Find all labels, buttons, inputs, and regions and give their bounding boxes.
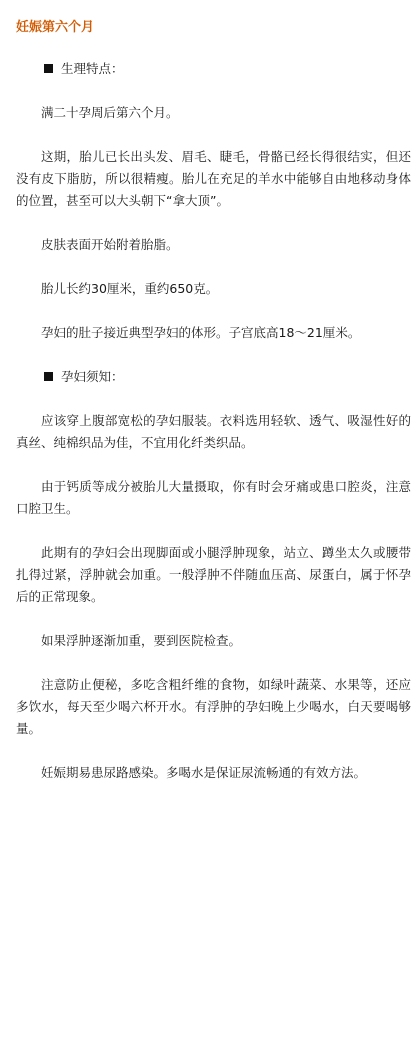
square-bullet-icon: [44, 372, 53, 381]
paragraph: 胎儿长约30厘米，重约650克。: [41, 281, 219, 296]
paragraph: 此期有的孕妇会出现脚面或小腿浮肿现象，站立、蹲坐太久或腰带扎得过紧，浮肿就会加重。一般浮肿不伴随血压高、尿蛋白，属于怀孕后的正常现象。: [16, 545, 411, 604]
paragraph: 孕妇的肚子接近典型孕妇的体形。子宫底高18～21厘米。: [41, 325, 361, 340]
paragraph: 皮肤表面开始附着胎脂。: [41, 237, 179, 252]
paragraph: 应该穿上腹部宽松的孕妇服装。衣料选用轻软、透气、吸湿性好的真丝、纯棉织品为佳，不宜用化纤类织品。: [16, 413, 411, 450]
paragraph: 妊娠期易患尿路感染。多喝水是保证尿流畅通的有效方法。: [41, 765, 367, 780]
paragraph: 由于钙质等成分被胎儿大量摄取，你有时会牙痛或患口腔炎，注意口腔卫生。: [16, 479, 411, 516]
square-bullet-icon: [44, 64, 53, 73]
section-heading-physiology: [16, 58, 411, 80]
paragraph: 如果浮肿逐渐加重，要到医院检查。: [41, 633, 242, 648]
paragraph: 满二十孕周后第六个月。: [41, 105, 179, 120]
paragraph: 注意防止便秘，多吃含粗纤维的食物，如绿叶蔬菜、水果等，还应多饮水，每天至少喝六杯开水。有浮肿的孕妇晚上少喝水，白天要喝够量。: [16, 677, 411, 736]
section-heading-label: 孕妇须知：: [61, 369, 124, 384]
section-heading-notes: [16, 366, 411, 388]
section-heading-label: 生理特点：: [61, 61, 124, 76]
paragraph: 这期，胎儿已长出头发、眉毛、睫毛，骨骼已经长得很结实，但还没有皮下脂肪，所以很精瘦。胎儿在充足的羊水中能够自由地移动身体的位置，甚至可以大头朝下“拿大顶”。: [16, 149, 411, 208]
page-title: 妊娠第六个月: [16, 20, 95, 35]
